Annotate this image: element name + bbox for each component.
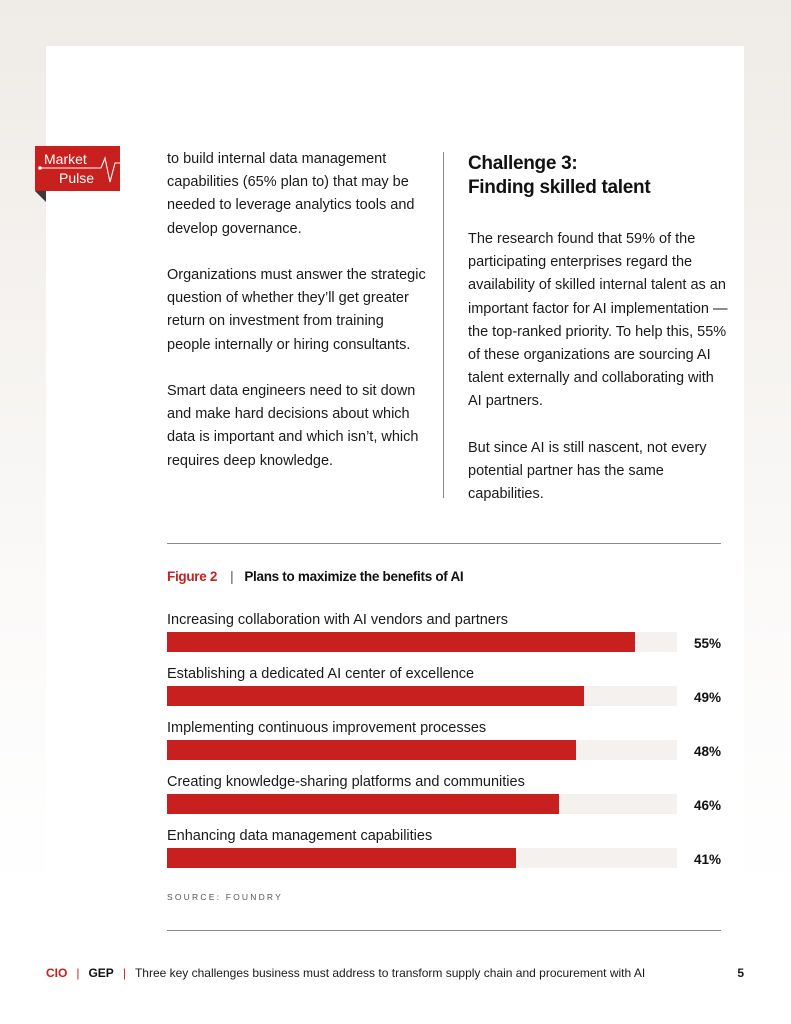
bar-row	[167, 610, 721, 664]
bar-track	[167, 794, 677, 814]
challenge-title	[468, 152, 728, 200]
challenge-title-line1: Challenge 3:	[468, 153, 578, 174]
bar-value-label: 48%	[693, 744, 721, 759]
bar-chart	[167, 610, 721, 880]
gep-logo: GEP	[88, 966, 114, 980]
figure-title: Plans to maximize the benefits of AI	[244, 569, 464, 584]
bar-row	[167, 718, 721, 772]
bar-value-label: 46%	[693, 798, 721, 813]
bar-label: Implementing continuous improvement processes	[167, 720, 487, 736]
figure-bottom-rule	[167, 930, 721, 931]
bar-track	[167, 632, 677, 652]
bar	[167, 632, 635, 652]
challenge-title-line2: Finding skilled talent	[468, 177, 651, 198]
bar-track	[167, 740, 677, 760]
footer-separator: |	[122, 966, 126, 980]
left-paragraph-2: Organizations must answer the strategic question of whether they’ll get greater return on investment from training people internally or hiring consultants.	[167, 267, 426, 353]
bar	[167, 686, 584, 706]
page-footer	[46, 966, 744, 980]
footer-text: Three key challenges business must address to transform supply chain and procurement with AI	[134, 966, 646, 980]
bar-label: Enhancing data management capabilities	[167, 828, 433, 844]
bar	[167, 740, 576, 760]
bar-label: Increasing collaboration with AI vendors and partners	[167, 612, 508, 628]
badge-fold	[35, 191, 46, 202]
left-paragraph-3: Smart data engineers need to sit down and make hard decisions about which data is important and which isn’t, which requires deep knowledge.	[167, 383, 419, 469]
footer-separator: |	[76, 966, 80, 980]
bar	[167, 794, 559, 814]
figure-separator: |	[230, 569, 234, 584]
bar-value-label: 41%	[693, 852, 721, 867]
bar-row	[167, 826, 721, 880]
bar-value-label: 55%	[693, 636, 721, 651]
bar	[167, 848, 516, 868]
bar-track	[167, 848, 677, 868]
column-divider	[443, 152, 444, 498]
cio-logo: CIO	[46, 966, 68, 980]
right-paragraph-2: But since AI is still nascent, not every potential partner has the same capabilities.	[468, 439, 707, 503]
bar-row	[167, 772, 721, 826]
right-column	[468, 152, 728, 530]
left-column	[167, 148, 427, 496]
figure-header	[167, 569, 463, 585]
figure-top-rule	[167, 543, 721, 544]
market-pulse-badge	[35, 146, 120, 191]
left-paragraph-1: to build internal data management capabilities (65% plan to) that may be needed to leverage analytics tools and develop governance.	[167, 151, 415, 237]
bar-track	[167, 686, 677, 706]
bar-label: Establishing a dedicated AI center of excellence	[167, 666, 475, 682]
bar-label: Creating knowledge-sharing platforms and communities	[167, 774, 525, 790]
badge-line2: Pulse	[59, 170, 95, 186]
bar-value-label: 49%	[693, 690, 721, 705]
figure-number: Figure 2	[167, 569, 218, 584]
right-paragraph-1: The research found that 59% of the participating enterprises regard the availability of skilled internal talent as an important factor for AI implementation — the top-ranked priority. To help this, 55% of these organizations are sourcing AI talent externally and collaborating with AI partners.	[468, 231, 728, 410]
page-number: 5	[737, 966, 744, 980]
figure-source: SOURCE: FOUNDRY	[167, 892, 283, 902]
bar-row	[167, 664, 721, 718]
badge-line1: Market	[44, 151, 87, 167]
